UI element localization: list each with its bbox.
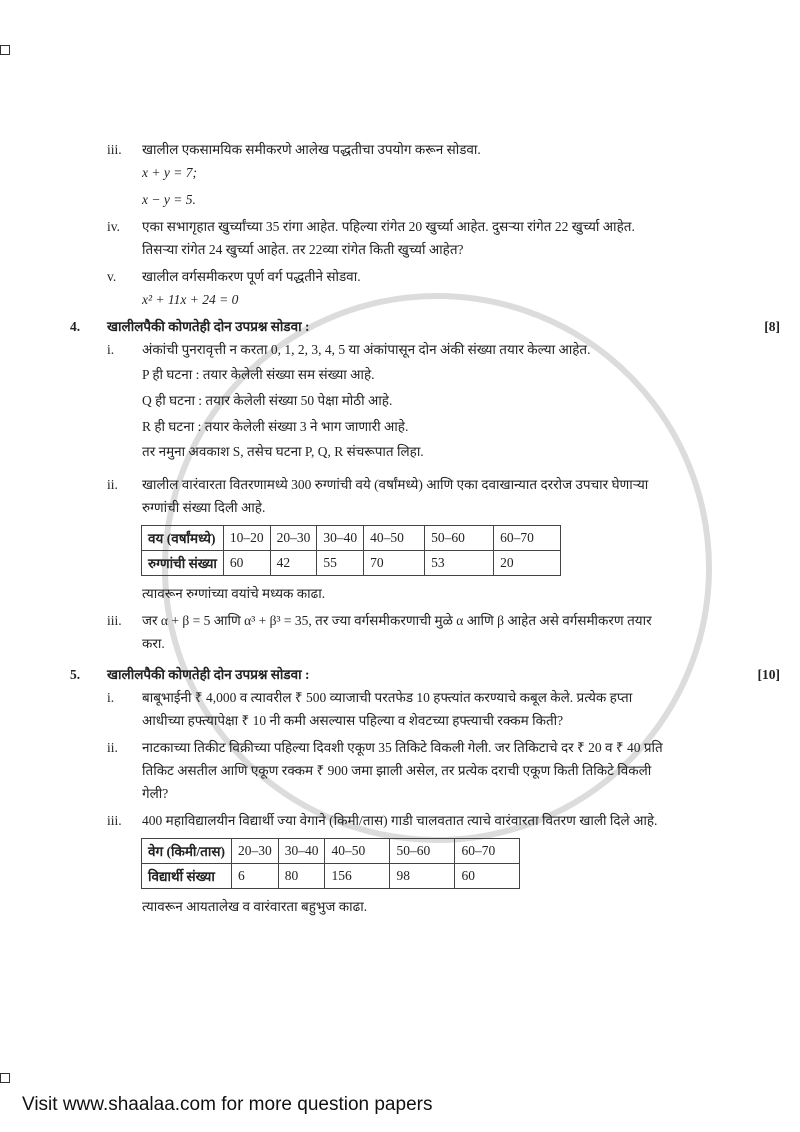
question-text: जर α + β = 5 आणि α³ + β³ = 35, तर ज्या वर्गसमीकरणाची मुळे α आणि β आहेत असे वर्गसमीकरण तयार <box>142 613 652 628</box>
table-cell: 50–60 <box>390 839 455 864</box>
table-cell: 20–30 <box>270 526 317 551</box>
table-cell: 40–50 <box>325 839 390 864</box>
speed-frequency-table <box>141 838 520 889</box>
subq-number: ii. <box>107 740 118 755</box>
subq-number: i. <box>107 342 115 357</box>
question-text: तिकिट असतील आणि एकूण रक्कम ₹ 900 जमा झाली असेल, तर प्रत्येक दराची एकूण किती तिकिटे विकली <box>142 763 652 778</box>
age-frequency-table <box>141 525 561 576</box>
question-text: 400 महाविद्यालयीन विद्यार्थी ज्या वेगाने (किमी/तास) गाडी चालवतात त्याचे वारंवारता वितरण खाली दिले आहे. <box>142 813 658 828</box>
table-cell: 20–30 <box>231 839 278 864</box>
question-number: 5. <box>70 667 81 682</box>
question-text: अंकांची पुनरावृत्ती न करता 0, 1, 2, 3, 4, 5 या अंकांपासून दोन अंकी संख्या तयार केल्या आहेत. <box>142 342 591 357</box>
table-cell: 30–40 <box>278 839 325 864</box>
question-4-header <box>0 315 800 338</box>
equation: x − y = 5. <box>142 192 196 207</box>
subquestion-3-v <box>0 265 800 288</box>
subq-number: i. <box>107 690 115 705</box>
question-text: खालील वर्गसमीकरण पूर्ण वर्ग पद्धतीने सोडवा. <box>142 269 361 284</box>
footer-link[interactable]: Visit www.shaalaa.com for more question papers <box>22 1094 433 1115</box>
question-text: त्यावरून रुग्णांच्या वयांचे मध्यक काढा. <box>142 586 326 601</box>
question-text: त्यावरून आयतालेख व वारंवारता बहुभुज काढा. <box>142 899 368 914</box>
table-cell: 10–20 <box>223 526 270 551</box>
question-text: आधीच्या हफ्त्यापेक्षा ₹ 10 नी कमी असल्यास पहिल्या व शेवटच्या हफ्त्याची रक्कम किती? <box>142 713 564 728</box>
question-5-header <box>0 663 800 686</box>
table-cell: 80 <box>278 864 325 889</box>
table-cell: 60–70 <box>494 526 561 551</box>
table-row <box>142 526 561 551</box>
question-text: गेली? <box>142 786 169 801</box>
subq-number: iii. <box>107 613 122 628</box>
question-heading: खालीलपैकी कोणतेही दोन उपप्रश्न सोडवा : <box>107 319 310 334</box>
table-cell: 50–60 <box>425 526 494 551</box>
table-cell: 53 <box>425 551 494 576</box>
question-heading: खालीलपैकी कोणतेही दोन उपप्रश्न सोडवा : <box>107 667 310 682</box>
table-header-cell: रुग्णांची संख्या <box>142 551 224 576</box>
table-row <box>142 839 520 864</box>
equation: x² + 11x + 24 = 0 <box>142 292 239 307</box>
question-text: खालील एकसामयिक समीकरणे आलेख पद्धतीचा उपयोग करून सोडवा. <box>142 142 481 157</box>
subquestion-3-iii <box>0 138 800 161</box>
table-cell: 55 <box>317 551 364 576</box>
subq-number: iv. <box>107 219 120 234</box>
equation: x + y = 7; <box>142 165 197 180</box>
question-text: रुग्णांची संख्या दिली आहे. <box>142 500 266 515</box>
subq-number: ii. <box>107 477 118 492</box>
question-text: R ही घटना : तयार केलेली संख्या 3 ने भाग जाणारी आहे. <box>142 419 409 434</box>
question-text: P ही घटना : तयार केलेली संख्या सम संख्या आहे. <box>142 367 375 382</box>
question-text: तर नमुना अवकाश S, तसेच घटना P, Q, R संचरूपात लिहा. <box>142 444 424 459</box>
question-text: बाबूभाईनी ₹ 4,000 व त्यावरील ₹ 500 व्याजाची परतफेड 10 हफ्त्यांत करण्याचे कबूल केले. प्रत्येक हप्ता <box>142 690 633 705</box>
question-text: करा. <box>142 636 165 651</box>
subquestion-5-ii <box>0 736 800 805</box>
table-cell: 60–70 <box>455 839 520 864</box>
table-cell: 20 <box>494 551 561 576</box>
question-text: खालील वारंवारता वितरणामध्ये 300 रुग्णांची वये (वर्षांमध्ये) आणि एका दवाखान्यात दररोज उपचार घेणाऱ्या <box>142 477 649 492</box>
question-text: एका सभागृहात खुर्च्यांच्या 35 रांगा आहेत. पहिल्या रांगेत 20 खुर्च्या आहेत. दुसऱ्या रांगेत 22 खुर्च्या आहेत. <box>142 219 635 234</box>
table-header-cell: वेग (किमी/तास) <box>142 839 232 864</box>
table-cell: 156 <box>325 864 390 889</box>
table-cell: 42 <box>270 551 317 576</box>
question-number: 4. <box>70 319 81 334</box>
question-text: नाटकाच्या तिकीट विक्रीच्या पहिल्या दिवशी एकूण 35 तिकिटे विकली गेली. जर तिकिटाचे दर ₹ 20 व ₹ 40 प्रति <box>142 740 663 755</box>
table-cell: 70 <box>364 551 425 576</box>
table-cell: 60 <box>223 551 270 576</box>
page-corner-marker <box>0 1073 10 1083</box>
table-cell: 30–40 <box>317 526 364 551</box>
marks: [10] <box>757 667 780 682</box>
marks: [8] <box>764 319 780 334</box>
subquestion-5-iii <box>0 809 800 832</box>
table-cell: 60 <box>455 864 520 889</box>
table-header-cell: वय (वर्षांमध्ये) <box>142 526 224 551</box>
table-cell: 6 <box>231 864 278 889</box>
table-cell: 98 <box>390 864 455 889</box>
subquestion-4-ii <box>0 473 800 519</box>
subq-number: v. <box>107 269 117 284</box>
question-text: Q ही घटना : तयार केलेली संख्या 50 पेक्षा मोठी आहे. <box>142 393 393 408</box>
subquestion-4-iii <box>0 609 800 655</box>
table-header-cell: विद्यार्थी संख्या <box>142 864 232 889</box>
subquestion-4-i <box>0 338 800 463</box>
subq-number: iii. <box>107 813 122 828</box>
question-text: तिसऱ्या रांगेत 24 खुर्च्या आहेत. तर 22व्या रांगेत किती खुर्च्या आहेत? <box>142 242 464 257</box>
table-row <box>142 864 520 889</box>
subquestion-3-iv <box>0 215 800 261</box>
subq-number: iii. <box>107 142 122 157</box>
table-cell: 40–50 <box>364 526 425 551</box>
subquestion-5-i <box>0 686 800 732</box>
table-row <box>142 551 561 576</box>
